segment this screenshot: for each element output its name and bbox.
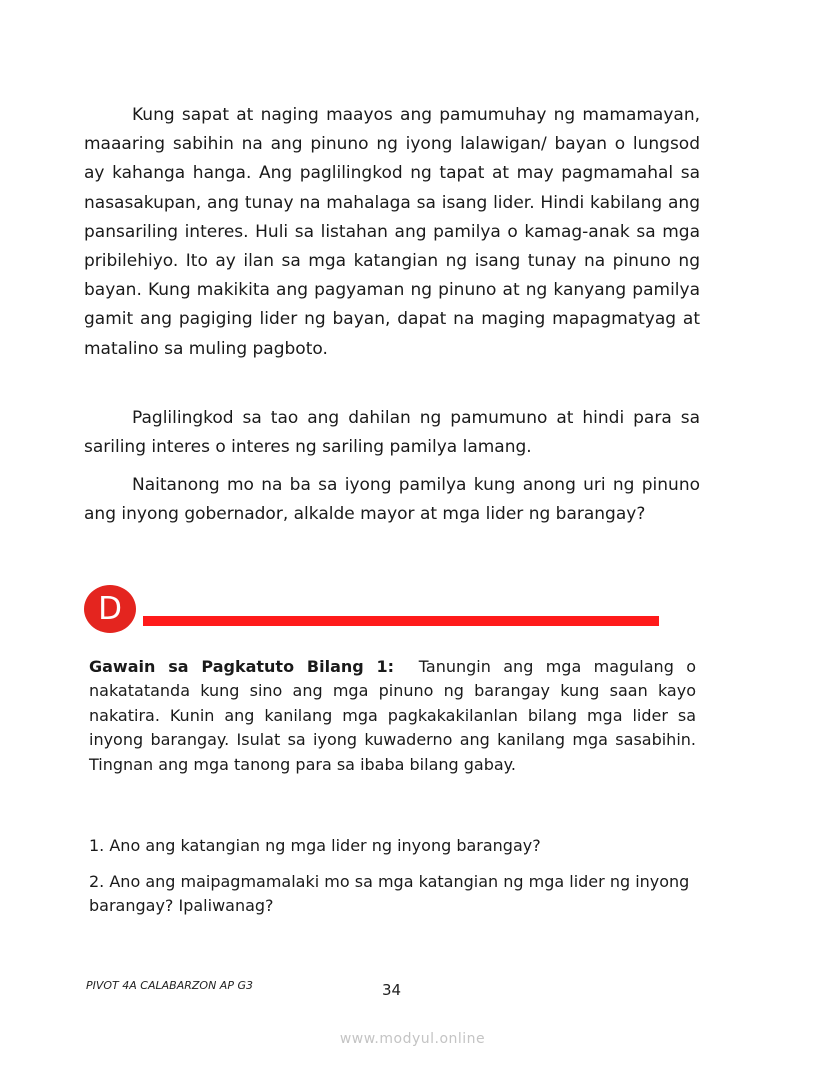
activity-title: Gawain sa Pagkatuto Bilang 1: — [89, 657, 395, 676]
question-1: 1. Ano ang katangian ng mga lider ng inyong barangay? — [89, 836, 541, 855]
section-letter-badge: D — [84, 585, 136, 633]
page-number: 34 — [382, 981, 402, 999]
activity-instructions — [89, 655, 696, 777]
activity-body: Tanungin ang mga magulang o nakatatanda kung sino ang mga pinuno ng barangay kung saan kayo nakatira. Kunin ang kanilang mga pagkakakilanlan bilang mga lider sa inyong barangay. Isulat sa iyong kuwaderno ang kanilang mga sasabihin. Tingnan ang mga tanong para sa ibaba bilang gabay. — [89, 657, 696, 774]
question-2: 2. Ano ang maipagmamalaki mo sa mga katangian ng mga lider ng inyong barangay? Ipaliwanag? — [89, 872, 690, 916]
intro-paragraph-1 — [84, 101, 700, 364]
intro-paragraph-3 — [84, 471, 700, 529]
footer-module-label: PIVOT 4A CALABARZON AP G3 — [86, 979, 253, 992]
paragraph-1-text: Kung sapat at naging maayos ang pamumuhay ng mamamayan, maaaring sabihin na ang pinuno ng iyong lalawigan/ bayan o lungsod ay kahanga hanga. Ang paglilingkod ng tapat at may pagmamahal sa nasasakupan, ang tunay na mahalaga sa isang lider. Hindi kabilang ang pansariling interes. Huli sa listahan ang pamilya o kamag-anak sa mga pribilehiyo. Ito ay ilan sa mga katangian ng isang tunay na pinuno ng bayan. Kung makikita ang pagyaman ng pinuno at ng kanyang pamilya gamit ang pagiging lider ng bayan, dapat na maging mapagmatyag at matalino sa muling pagboto. — [84, 105, 700, 359]
paragraph-2-text: Paglilingkod sa tao ang dahilan ng pamumuno at hindi para sa sariling interes o interes ng sariling pamilya lamang. — [84, 408, 700, 458]
section-divider-bar — [143, 616, 659, 626]
watermark: www.modyul.online — [339, 1031, 486, 1047]
intro-paragraph-2 — [84, 404, 700, 462]
paragraph-3-text: Naitanong mo na ba sa iyong pamilya kung anong uri ng pinuno ang inyong gobernador, alkalde mayor at mga lider ng barangay? — [84, 475, 700, 525]
